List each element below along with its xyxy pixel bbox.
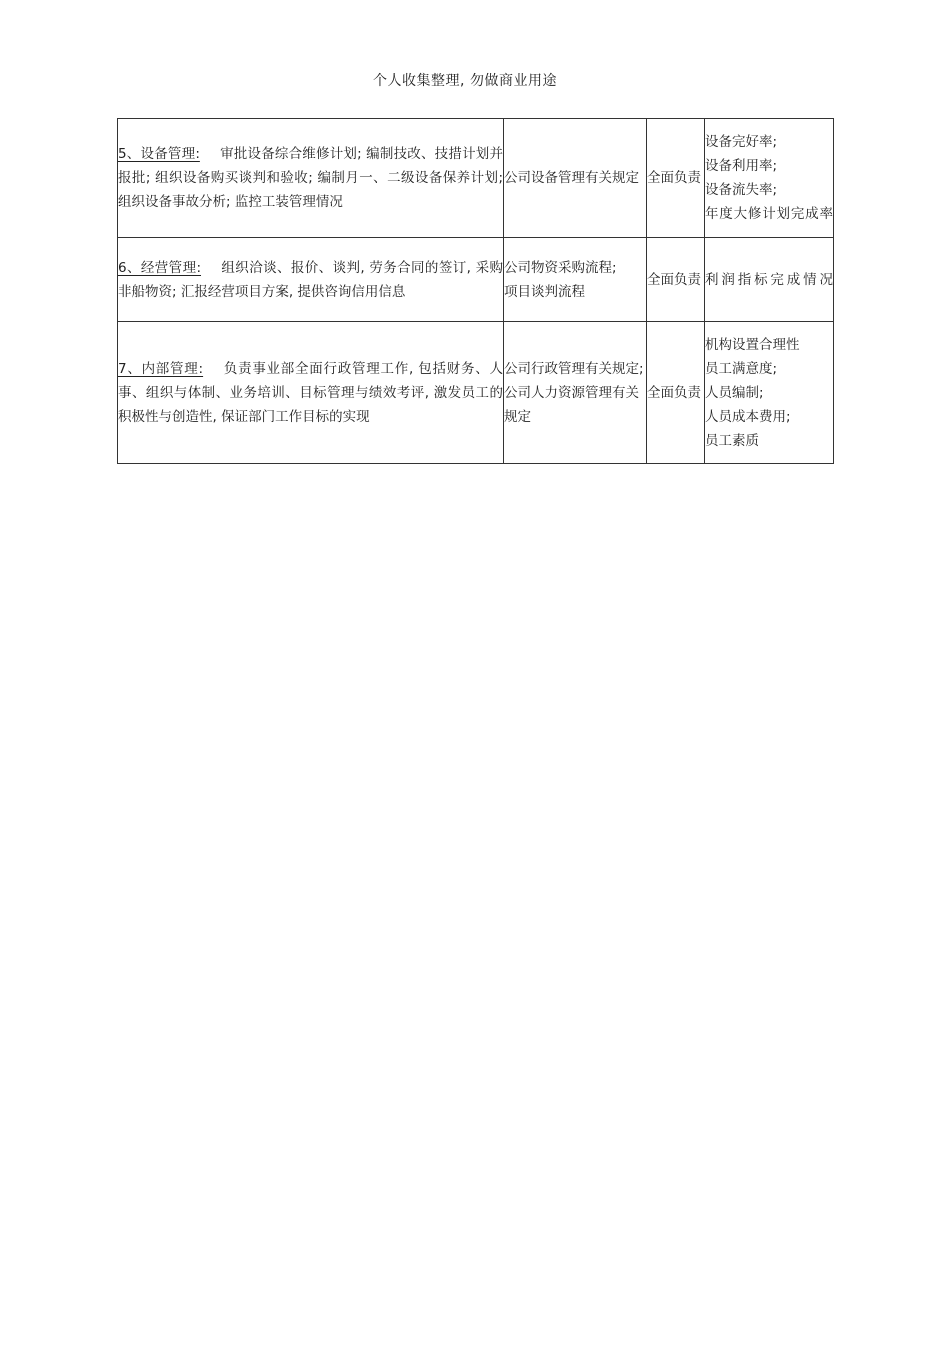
task-cell <box>118 238 504 322</box>
task-text: 审批设备综合维修计划; 编制技改、技措计划并报批; 组织设备购买谈判和验收; 编制月一、二级设备保养计划; 组织设备事故分析; 监控工装管理情况 <box>118 146 504 210</box>
kpi-item: 员工满意度; <box>705 360 778 377</box>
kpi-cell <box>705 119 834 238</box>
kpi-item: 设备利用率; <box>705 158 778 174</box>
basis-cell <box>504 238 647 322</box>
responsibility-cell <box>647 238 705 322</box>
kpi-item: 员工素质 <box>705 432 759 449</box>
task-label: 7、内部管理: <box>118 360 204 377</box>
table-row <box>118 322 834 464</box>
kpi-item: 设备流失率; <box>705 182 778 198</box>
responsibility-text: 全面负责 <box>647 271 701 288</box>
kpi-cell <box>705 238 834 322</box>
kpi-item: 人员编制; <box>705 384 764 401</box>
responsibility-text: 全面负责 <box>647 170 701 186</box>
basis-item: 公司行政管理有关规定; <box>504 360 644 377</box>
basis-item: 公司物资采购流程; <box>504 259 617 276</box>
basis-cell <box>504 119 647 238</box>
kpi-item: 人员成本费用; <box>705 408 791 425</box>
task-text: 组织洽谈、报价、谈判, 劳务合同的签订, 采购非船物资; 汇报经营项目方案, 提供咨询信用信息 <box>118 259 503 300</box>
basis-item: 公司设备管理有关规定 <box>504 170 639 186</box>
task-cell <box>118 322 504 464</box>
task-text: 负责事业部全面行政管理工作, 包括财务、人事、组织与体制、业务培训、目标管理与绩效考评, 激发员工的积极性与创造性, 保证部门工作目标的实现 <box>118 360 503 425</box>
kpi-item: 机构设置合理性 <box>705 336 800 353</box>
task-label: 5、设备管理: <box>118 146 200 162</box>
kpi-item: 利润指标完成情况 <box>705 271 833 288</box>
basis-item: 项目谈判流程 <box>504 283 585 300</box>
table-row <box>118 238 834 322</box>
kpi-item: 设备完好率; <box>705 134 778 150</box>
responsibility-cell <box>647 322 705 464</box>
basis-cell <box>504 322 647 464</box>
responsibility-cell <box>647 119 705 238</box>
basis-item: 公司人力资源管理有关规定 <box>504 384 639 425</box>
header-note: 个人收集整理, 勿做商业用途 <box>373 73 557 89</box>
task-label: 6、经营管理: <box>118 259 202 276</box>
task-cell <box>118 119 504 238</box>
kpi-item: 年度大修计划完成率 <box>705 206 833 222</box>
responsibility-text: 全面负责 <box>647 384 701 401</box>
duties-table <box>117 118 834 464</box>
table-row <box>118 119 834 238</box>
kpi-cell <box>705 322 834 464</box>
